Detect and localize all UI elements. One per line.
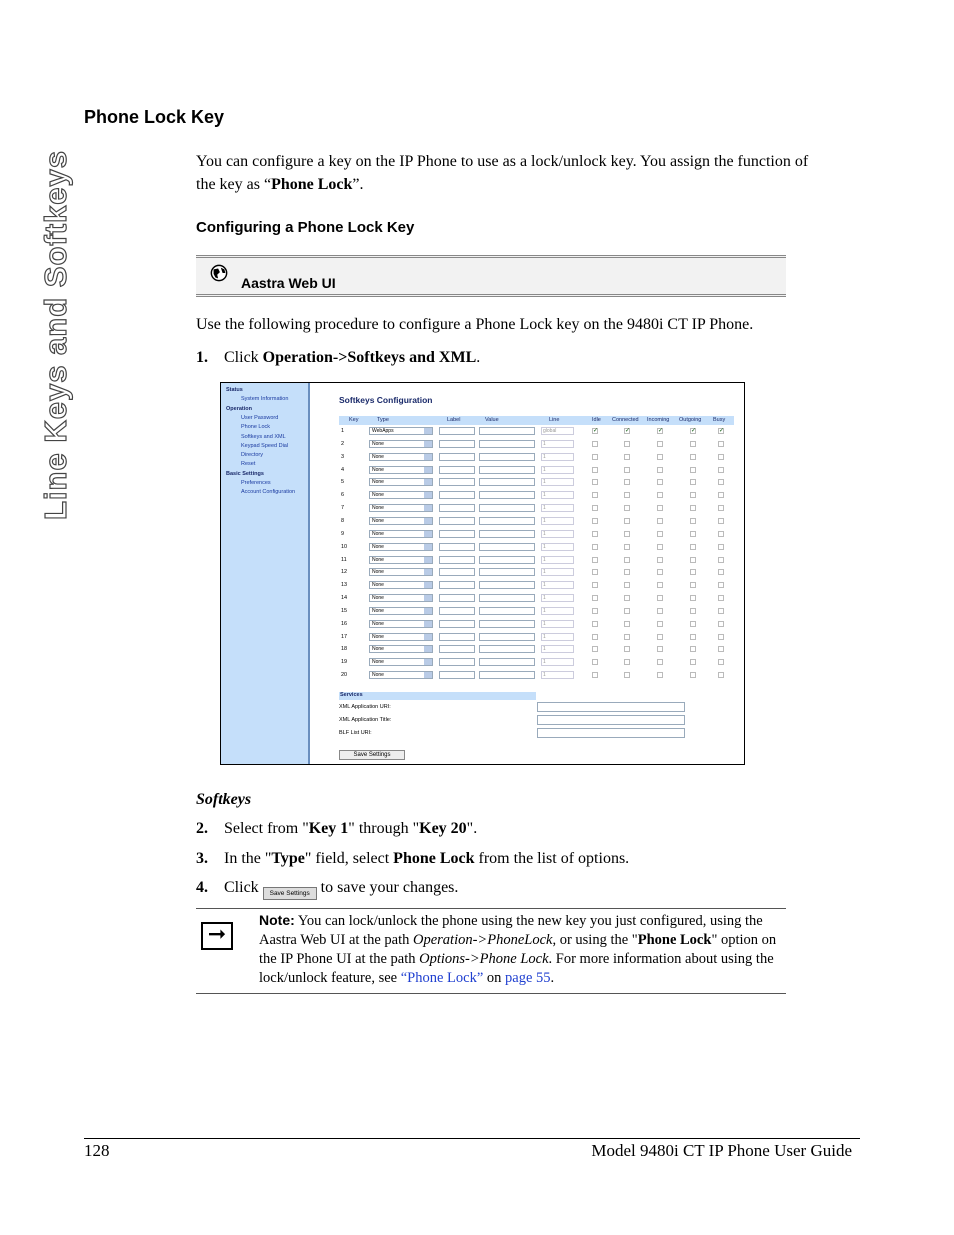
type-select[interactable]: WebApps <box>369 427 433 435</box>
line-select[interactable]: 1 <box>541 556 574 564</box>
state-checkbox[interactable] <box>690 672 696 678</box>
state-checkbox[interactable] <box>624 659 630 665</box>
state-checkbox[interactable] <box>718 505 724 511</box>
table-row <box>339 503 739 514</box>
nav-link[interactable]: Phone Lock <box>241 424 271 431</box>
state-checkbox[interactable] <box>718 621 724 627</box>
type-select[interactable]: None <box>369 607 433 615</box>
state-checkbox[interactable] <box>690 531 696 537</box>
state-checkbox[interactable] <box>592 557 598 563</box>
label-input[interactable] <box>439 556 475 564</box>
state-checkbox[interactable] <box>690 595 696 601</box>
line-select[interactable]: 1 <box>541 658 574 666</box>
value-input[interactable] <box>479 633 535 641</box>
label-input[interactable] <box>439 658 475 666</box>
label-input[interactable] <box>439 453 475 461</box>
key-number: 7 <box>341 505 345 512</box>
label-input[interactable] <box>439 594 475 602</box>
label-input[interactable] <box>439 530 475 538</box>
table-row <box>339 542 739 553</box>
col-busy: Busy <box>713 417 726 423</box>
state-checkbox[interactable] <box>624 531 630 537</box>
guide-title: Model 9480i CT IP Phone User Guide <box>591 1141 852 1160</box>
step-3: 3. In the "Type" field, select Phone Lock from the list of options. <box>196 850 630 867</box>
table-row <box>339 426 739 437</box>
col-key: Key <box>349 417 359 423</box>
web-ui-banner <box>196 255 786 297</box>
state-checkbox[interactable] <box>718 634 724 640</box>
value-input[interactable] <box>479 594 535 602</box>
state-checkbox[interactable] <box>718 595 724 601</box>
col-line: Line <box>549 417 560 423</box>
type-select[interactable]: None <box>369 594 433 602</box>
line-select[interactable]: 1 <box>541 517 574 525</box>
value-input[interactable] <box>479 671 535 679</box>
label-input[interactable] <box>439 517 475 525</box>
key-number: 4 <box>341 466 345 473</box>
table-row <box>339 555 739 566</box>
value-input[interactable] <box>479 645 535 653</box>
web-ui-label: Aastra Web UI <box>241 275 336 291</box>
state-checkbox[interactable] <box>624 454 630 460</box>
label-input[interactable] <box>439 491 475 499</box>
key-number: 1 <box>341 428 345 434</box>
line-select[interactable]: 1 <box>541 607 574 615</box>
nav-section-heading: Operation <box>226 405 252 412</box>
state-checkbox[interactable] <box>592 505 598 511</box>
table-row <box>339 567 739 578</box>
label-input[interactable] <box>439 478 475 486</box>
line-select[interactable]: 1 <box>541 594 574 602</box>
state-checkbox[interactable] <box>592 659 598 665</box>
state-checkbox[interactable] <box>690 621 696 627</box>
state-checkbox[interactable] <box>690 467 696 473</box>
value-input[interactable] <box>479 530 535 538</box>
service-label: XML Application URI: <box>339 704 391 710</box>
line-select[interactable]: 1 <box>541 478 574 486</box>
state-checkbox[interactable] <box>624 672 630 678</box>
state-checkbox[interactable] <box>657 595 663 601</box>
nav-link[interactable]: Softkeys and XML <box>241 433 286 440</box>
table-row <box>339 657 739 668</box>
key-number: 15 <box>341 607 348 614</box>
state-checkbox[interactable] <box>624 544 630 550</box>
state-checkbox[interactable] <box>690 441 696 447</box>
table-row <box>339 465 739 476</box>
label-input[interactable] <box>439 466 475 474</box>
key-number: 18 <box>341 646 348 653</box>
page-number: 128 <box>84 1141 110 1160</box>
state-checkbox[interactable] <box>657 608 663 614</box>
procedure-intro: Use the following procedure to configure a Phone Lock key on the 9480i CT IP Phone. <box>196 316 754 333</box>
line-select[interactable]: 1 <box>541 568 574 576</box>
state-checkbox[interactable]: ✓ <box>658 428 664 434</box>
state-checkbox[interactable] <box>592 595 598 601</box>
note-text: Note: You can lock/unlock the phone using the new key you just configured, using the Aastra Web UI at the path Operation->PhoneLock, or using the "Phone Lock" option on the IP Phone UI at the path Options->Phone Lock. For more information about using the lock/unlock feature, see “Phone Lock” on page 55. <box>259 912 777 986</box>
state-checkbox[interactable] <box>624 518 630 524</box>
step-2: 2. Select from "Key 1" through "Key 20". <box>196 820 478 837</box>
table-row <box>339 606 739 617</box>
table-row <box>339 632 739 643</box>
state-checkbox[interactable] <box>690 544 696 550</box>
state-checkbox[interactable] <box>592 441 598 447</box>
label-input[interactable] <box>439 620 475 628</box>
value-input[interactable] <box>479 568 535 576</box>
value-input[interactable] <box>479 427 535 435</box>
col-value: Value <box>485 417 499 423</box>
state-checkbox[interactable] <box>657 454 663 460</box>
type-select[interactable]: None <box>369 645 433 653</box>
table-row <box>339 452 739 463</box>
note-box <box>196 908 786 994</box>
type-select[interactable]: None <box>369 671 433 679</box>
type-select[interactable]: None <box>369 491 433 499</box>
key-number: 8 <box>341 517 345 524</box>
type-select[interactable]: None <box>369 453 433 461</box>
state-checkbox[interactable] <box>718 454 724 460</box>
label-input[interactable] <box>439 427 475 435</box>
table-row <box>339 529 739 540</box>
state-checkbox[interactable] <box>718 467 724 473</box>
value-input[interactable] <box>479 658 535 666</box>
value-input[interactable] <box>479 620 535 628</box>
table-row <box>339 516 739 527</box>
type-select[interactable]: None <box>369 556 433 564</box>
value-input[interactable] <box>479 491 535 499</box>
value-input[interactable] <box>479 543 535 551</box>
state-checkbox[interactable] <box>592 544 598 550</box>
state-checkbox[interactable] <box>657 441 663 447</box>
state-checkbox[interactable] <box>690 569 696 575</box>
line-select[interactable]: global <box>541 427 574 435</box>
services-header: Services <box>339 692 536 700</box>
state-checkbox[interactable] <box>592 454 598 460</box>
state-checkbox[interactable] <box>718 646 724 652</box>
state-checkbox[interactable] <box>718 582 724 588</box>
state-checkbox[interactable] <box>690 634 696 640</box>
col-type: Type <box>377 417 389 423</box>
intro-paragraph: You can configure a key on the IP Phone to use as a lock/unlock key. You assign the function of the key as “Phone Lock”. <box>196 153 809 193</box>
xml-app-title-input[interactable] <box>537 715 685 725</box>
section-title: Phone Lock Key <box>84 107 225 127</box>
value-input[interactable] <box>479 556 535 564</box>
type-select[interactable]: None <box>369 517 433 525</box>
key-number: 11 <box>341 556 347 563</box>
col-incoming: Incoming <box>647 417 670 423</box>
key-number: 2 <box>341 440 345 447</box>
key-number: 14 <box>341 595 348 602</box>
type-select[interactable]: None <box>369 633 433 641</box>
state-checkbox[interactable] <box>624 608 630 614</box>
type-select[interactable]: None <box>369 620 433 628</box>
label-input[interactable] <box>439 568 475 576</box>
key-number: 19 <box>341 659 348 666</box>
state-checkbox[interactable] <box>592 569 598 575</box>
nav-link[interactable]: Reset <box>241 461 256 468</box>
state-checkbox[interactable]: ✓ <box>719 428 725 434</box>
state-checkbox[interactable] <box>592 518 598 524</box>
type-select[interactable]: None <box>369 478 433 486</box>
value-input[interactable] <box>479 453 535 461</box>
nav-link[interactable]: System Information <box>241 396 289 403</box>
service-label: BLF List URI: <box>339 730 372 736</box>
label-input[interactable] <box>439 440 475 448</box>
line-select[interactable]: 1 <box>541 504 574 512</box>
label-input[interactable] <box>439 645 475 653</box>
line-select[interactable]: 1 <box>541 543 574 551</box>
state-checkbox[interactable] <box>657 672 663 678</box>
line-select[interactable]: 1 <box>541 466 574 474</box>
figure-caption: Softkeys <box>196 791 252 808</box>
state-checkbox[interactable] <box>624 595 630 601</box>
type-select[interactable]: None <box>369 530 433 538</box>
state-checkbox[interactable] <box>657 518 663 524</box>
state-checkbox[interactable] <box>690 479 696 485</box>
nav-link[interactable]: Directory <box>241 452 264 459</box>
label-input[interactable] <box>439 633 475 641</box>
state-checkbox[interactable] <box>624 634 630 640</box>
line-select[interactable]: 1 <box>541 633 574 641</box>
type-select[interactable]: None <box>369 568 433 576</box>
state-checkbox[interactable] <box>690 608 696 614</box>
state-checkbox[interactable] <box>592 492 598 498</box>
table-row <box>339 670 739 681</box>
value-input[interactable] <box>479 517 535 525</box>
type-select[interactable]: None <box>369 466 433 474</box>
state-checkbox[interactable] <box>657 557 663 563</box>
state-checkbox[interactable] <box>592 479 598 485</box>
state-checkbox[interactable] <box>657 544 663 550</box>
label-input[interactable] <box>439 581 475 589</box>
key-number: 3 <box>341 453 345 460</box>
state-checkbox[interactable] <box>718 518 724 524</box>
step-4: 4. Click Save Settings to save your changes. <box>196 879 458 900</box>
state-checkbox[interactable] <box>718 441 724 447</box>
state-checkbox[interactable] <box>592 646 598 652</box>
state-checkbox[interactable] <box>624 467 630 473</box>
value-input[interactable] <box>479 478 535 486</box>
save-settings-button[interactable]: Save Settings <box>339 750 405 760</box>
screenshot-title: Softkeys Configuration <box>339 395 433 405</box>
nav-link[interactable]: Preferences <box>241 480 271 486</box>
side-chapter-title: Line Keys and Softkeys <box>38 149 73 520</box>
line-select[interactable]: 1 <box>541 671 574 679</box>
state-checkbox[interactable] <box>624 621 630 627</box>
nav-link[interactable]: User Password <box>241 414 279 421</box>
label-input[interactable] <box>439 504 475 512</box>
state-checkbox[interactable] <box>718 569 724 575</box>
state-checkbox[interactable] <box>690 454 696 460</box>
label-input[interactable] <box>439 671 475 679</box>
nav-link[interactable]: Keypad Speed Dial <box>241 442 289 449</box>
state-checkbox[interactable] <box>592 634 598 640</box>
nav-section-heading: Basic Settings <box>226 470 264 477</box>
col-outgoing: Outgoing <box>679 417 702 423</box>
service-label: XML Application Title: <box>339 717 392 723</box>
state-checkbox[interactable] <box>718 479 724 485</box>
state-checkbox[interactable] <box>690 492 696 498</box>
col-connected: Connected <box>612 417 639 423</box>
key-number: 17 <box>341 633 348 640</box>
table-row <box>339 619 739 630</box>
key-number: 6 <box>341 492 345 499</box>
state-checkbox[interactable] <box>624 557 630 563</box>
col-idle: Idle <box>592 417 601 423</box>
phone-lock-link[interactable]: “Phone Lock” <box>400 970 484 986</box>
subsection-title: Configuring a Phone Lock Key <box>196 219 415 236</box>
value-input[interactable] <box>479 440 535 448</box>
softkeys-table-header <box>339 416 734 425</box>
key-number: 16 <box>341 620 348 627</box>
state-checkbox[interactable] <box>718 544 724 550</box>
blf-list-uri-input[interactable] <box>537 728 685 738</box>
line-select[interactable]: 1 <box>541 491 574 499</box>
screenshot-nav-sidebar <box>221 383 310 764</box>
state-checkbox[interactable] <box>718 492 724 498</box>
xml-app-uri-input[interactable] <box>537 702 685 712</box>
state-checkbox[interactable] <box>690 518 696 524</box>
state-checkbox[interactable] <box>657 492 663 498</box>
type-select[interactable]: None <box>369 543 433 551</box>
table-row <box>339 490 739 501</box>
state-checkbox[interactable]: ✓ <box>593 428 599 434</box>
value-input[interactable] <box>479 581 535 589</box>
softkeys-screenshot <box>220 382 745 765</box>
state-checkbox[interactable] <box>592 672 598 678</box>
step-1: 1. Click Operation->Softkeys and XML. <box>196 349 481 366</box>
state-checkbox[interactable] <box>624 441 630 447</box>
state-checkbox[interactable] <box>592 467 598 473</box>
col-label: Label <box>447 417 461 423</box>
table-row <box>339 439 739 450</box>
line-select[interactable]: 1 <box>541 620 574 628</box>
type-select[interactable]: None <box>369 581 433 589</box>
type-select[interactable]: None <box>369 658 433 666</box>
state-checkbox[interactable] <box>690 659 696 665</box>
key-number: 5 <box>341 479 345 486</box>
value-input[interactable] <box>479 607 535 615</box>
state-checkbox[interactable] <box>592 582 598 588</box>
key-number: 9 <box>341 530 345 537</box>
state-checkbox[interactable] <box>657 467 663 473</box>
state-checkbox[interactable] <box>624 492 630 498</box>
state-checkbox[interactable] <box>624 646 630 652</box>
table-row <box>339 593 739 604</box>
key-number: 10 <box>341 543 348 550</box>
nav-link[interactable]: Account Configuration <box>241 489 296 496</box>
state-checkbox[interactable] <box>690 505 696 511</box>
state-checkbox[interactable]: ✓ <box>691 428 697 434</box>
state-checkbox[interactable] <box>624 569 630 575</box>
state-checkbox[interactable] <box>624 582 630 588</box>
value-input[interactable] <box>479 466 535 474</box>
table-row <box>339 644 739 655</box>
state-checkbox[interactable] <box>657 479 663 485</box>
state-checkbox[interactable] <box>718 608 724 614</box>
line-select[interactable]: 1 <box>541 440 574 448</box>
nav-section-heading: Status <box>226 387 243 393</box>
page-55-link[interactable]: page 55 <box>505 970 551 986</box>
state-checkbox[interactable] <box>592 621 598 627</box>
line-select[interactable]: 1 <box>541 530 574 538</box>
key-number: 20 <box>341 672 348 679</box>
label-input[interactable] <box>439 607 475 615</box>
state-checkbox[interactable] <box>657 621 663 627</box>
footer-rule <box>84 1138 860 1139</box>
key-number: 12 <box>341 569 348 576</box>
state-checkbox[interactable] <box>690 557 696 563</box>
state-checkbox[interactable] <box>718 557 724 563</box>
state-checkbox[interactable] <box>592 531 598 537</box>
line-select[interactable]: 1 <box>541 645 574 653</box>
state-checkbox[interactable] <box>718 672 724 678</box>
table-row <box>339 477 739 488</box>
state-checkbox[interactable] <box>657 569 663 575</box>
state-checkbox[interactable] <box>690 582 696 588</box>
state-checkbox[interactable] <box>657 646 663 652</box>
state-checkbox[interactable] <box>657 634 663 640</box>
state-checkbox[interactable] <box>657 659 663 665</box>
state-checkbox[interactable] <box>624 505 630 511</box>
state-checkbox[interactable] <box>657 531 663 537</box>
state-checkbox[interactable] <box>624 479 630 485</box>
key-number: 13 <box>341 582 348 589</box>
state-checkbox[interactable]: ✓ <box>625 428 631 434</box>
globe-icon <box>210 264 228 282</box>
line-select[interactable]: 1 <box>541 453 574 461</box>
state-checkbox[interactable] <box>657 582 663 588</box>
state-checkbox[interactable] <box>690 646 696 652</box>
type-select[interactable]: None <box>369 440 433 448</box>
state-checkbox[interactable] <box>592 608 598 614</box>
table-row <box>339 580 739 591</box>
save-settings-inline-button: Save Settings <box>263 887 317 900</box>
type-select[interactable]: None <box>369 504 433 512</box>
state-checkbox[interactable] <box>657 505 663 511</box>
label-input[interactable] <box>439 543 475 551</box>
value-input[interactable] <box>479 504 535 512</box>
state-checkbox[interactable] <box>718 531 724 537</box>
line-select[interactable]: 1 <box>541 581 574 589</box>
state-checkbox[interactable] <box>718 659 724 665</box>
arrow-right-icon: ➞ <box>201 922 233 950</box>
